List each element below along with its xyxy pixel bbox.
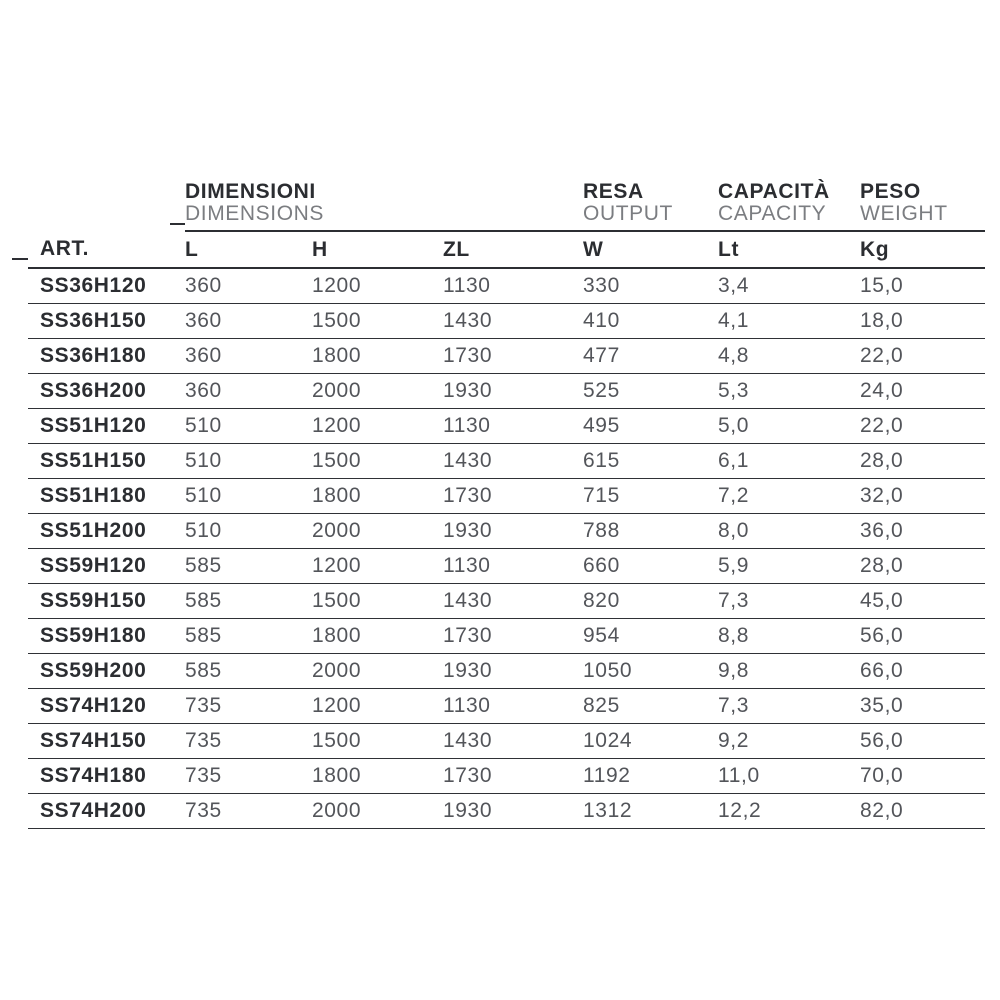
- value-cell: 360: [185, 374, 312, 409]
- table-row: [28, 444, 985, 479]
- table-row: [28, 619, 985, 654]
- value-cell: 82,0: [860, 794, 985, 829]
- value-cell: 1130: [443, 409, 583, 444]
- value-cell: 1800: [312, 759, 443, 794]
- value-cell: 1800: [312, 619, 443, 654]
- value-cell: 410: [583, 304, 718, 339]
- value-cell: 5,9: [718, 549, 860, 584]
- value-cell: 8,0: [718, 514, 860, 549]
- value-cell: 788: [583, 514, 718, 549]
- art-code-cell: SS74H180: [28, 759, 185, 794]
- value-cell: 1430: [443, 304, 583, 339]
- value-cell: 1500: [312, 584, 443, 619]
- value-cell: 45,0: [860, 584, 985, 619]
- table-row: [28, 794, 985, 829]
- value-cell: 735: [185, 689, 312, 724]
- value-cell: 2000: [312, 794, 443, 829]
- value-cell: 1930: [443, 514, 583, 549]
- value-cell: 2000: [312, 514, 443, 549]
- value-cell: 22,0: [860, 409, 985, 444]
- header-rule-extension: [12, 258, 28, 260]
- table-row: [28, 374, 985, 409]
- value-cell: 1730: [443, 479, 583, 514]
- value-cell: 1730: [443, 619, 583, 654]
- value-cell: 1930: [443, 374, 583, 409]
- value-cell: 585: [185, 584, 312, 619]
- group-title: CAPACITÀ: [718, 180, 830, 203]
- table-row: [28, 689, 985, 724]
- group-output: [583, 170, 718, 231]
- table-row: [28, 549, 985, 584]
- value-cell: 24,0: [860, 374, 985, 409]
- art-code-cell: SS59H180: [28, 619, 185, 654]
- value-cell: 585: [185, 619, 312, 654]
- art-code-cell: SS36H150: [28, 304, 185, 339]
- art-code-cell: SS51H200: [28, 514, 185, 549]
- value-cell: 825: [583, 689, 718, 724]
- art-code-cell: SS51H180: [28, 479, 185, 514]
- value-cell: 9,2: [718, 724, 860, 759]
- value-cell: 495: [583, 409, 718, 444]
- value-cell: 1500: [312, 444, 443, 479]
- value-cell: 525: [583, 374, 718, 409]
- value-cell: 4,1: [718, 304, 860, 339]
- value-cell: 1730: [443, 759, 583, 794]
- value-cell: 1130: [443, 689, 583, 724]
- group-subtitle: DIMENSIONS: [185, 202, 325, 225]
- col-header-zl: ZL: [443, 231, 583, 268]
- value-cell: 1200: [312, 689, 443, 724]
- value-cell: 1430: [443, 724, 583, 759]
- value-cell: 1730: [443, 339, 583, 374]
- value-cell: 32,0: [860, 479, 985, 514]
- value-cell: 11,0: [718, 759, 860, 794]
- col-header-h: H: [312, 231, 443, 268]
- value-cell: 1192: [583, 759, 718, 794]
- table-body: [28, 268, 985, 829]
- value-cell: 1312: [583, 794, 718, 829]
- value-cell: 12,2: [718, 794, 860, 829]
- value-cell: 1430: [443, 584, 583, 619]
- col-header-kg: Kg: [860, 231, 985, 268]
- col-header-lt: Lt: [718, 231, 860, 268]
- value-cell: 360: [185, 304, 312, 339]
- value-cell: 1500: [312, 304, 443, 339]
- value-cell: 5,3: [718, 374, 860, 409]
- art-code-cell: SS59H200: [28, 654, 185, 689]
- group-subtitle: WEIGHT: [860, 202, 948, 225]
- value-cell: 2000: [312, 654, 443, 689]
- col-header-w: W: [583, 231, 718, 268]
- col-header-l: L: [185, 231, 312, 268]
- value-cell: 360: [185, 268, 312, 304]
- art-code-cell: SS59H120: [28, 549, 185, 584]
- value-cell: 36,0: [860, 514, 985, 549]
- art-code-cell: SS36H200: [28, 374, 185, 409]
- group-header-row: [28, 170, 985, 231]
- art-code-cell: SS74H200: [28, 794, 185, 829]
- value-cell: 735: [185, 794, 312, 829]
- value-cell: 1200: [312, 549, 443, 584]
- value-cell: 70,0: [860, 759, 985, 794]
- group-capacity: [718, 170, 860, 231]
- value-cell: 510: [185, 409, 312, 444]
- value-cell: 954: [583, 619, 718, 654]
- group-weight: [860, 170, 985, 231]
- value-cell: 1050: [583, 654, 718, 689]
- group-spacer: [28, 170, 185, 231]
- value-cell: 1930: [443, 794, 583, 829]
- column-header-row: [28, 231, 985, 268]
- col-header-art: ART.: [28, 231, 185, 268]
- value-cell: 820: [583, 584, 718, 619]
- value-cell: 1800: [312, 339, 443, 374]
- table-row: [28, 304, 985, 339]
- value-cell: 22,0: [860, 339, 985, 374]
- value-cell: 4,8: [718, 339, 860, 374]
- spec-table: [28, 170, 985, 829]
- value-cell: 28,0: [860, 549, 985, 584]
- value-cell: 585: [185, 654, 312, 689]
- table-row: [28, 514, 985, 549]
- value-cell: 6,1: [718, 444, 860, 479]
- value-cell: 7,2: [718, 479, 860, 514]
- value-cell: 585: [185, 549, 312, 584]
- value-cell: 9,8: [718, 654, 860, 689]
- value-cell: 2000: [312, 374, 443, 409]
- value-cell: 1200: [312, 268, 443, 304]
- art-code-cell: SS74H150: [28, 724, 185, 759]
- value-cell: 360: [185, 339, 312, 374]
- value-cell: 715: [583, 479, 718, 514]
- table-row: [28, 339, 985, 374]
- value-cell: 1130: [443, 268, 583, 304]
- group-subtitle: CAPACITY: [718, 202, 827, 225]
- group-subtitle: OUTPUT: [583, 202, 673, 225]
- value-cell: 1930: [443, 654, 583, 689]
- table-row: [28, 584, 985, 619]
- value-cell: 1024: [583, 724, 718, 759]
- group-title: RESA: [583, 180, 644, 203]
- value-cell: 1500: [312, 724, 443, 759]
- value-cell: 15,0: [860, 268, 985, 304]
- art-code-cell: SS36H120: [28, 268, 185, 304]
- value-cell: 735: [185, 759, 312, 794]
- value-cell: 1430: [443, 444, 583, 479]
- product-spec-table: [28, 170, 985, 829]
- table-row: [28, 479, 985, 514]
- group-title: PESO: [860, 180, 921, 203]
- value-cell: 56,0: [860, 619, 985, 654]
- value-cell: 18,0: [860, 304, 985, 339]
- art-code-cell: SS51H120: [28, 409, 185, 444]
- table-row: [28, 654, 985, 689]
- value-cell: 330: [583, 268, 718, 304]
- value-cell: 1200: [312, 409, 443, 444]
- group-dimensions: [185, 170, 583, 231]
- value-cell: 66,0: [860, 654, 985, 689]
- art-code-cell: SS59H150: [28, 584, 185, 619]
- table-row: [28, 409, 985, 444]
- value-cell: 1130: [443, 549, 583, 584]
- value-cell: 7,3: [718, 689, 860, 724]
- value-cell: 8,8: [718, 619, 860, 654]
- table-row: [28, 759, 985, 794]
- art-code-cell: SS74H120: [28, 689, 185, 724]
- art-code-cell: SS51H150: [28, 444, 185, 479]
- value-cell: 510: [185, 479, 312, 514]
- value-cell: 3,4: [718, 268, 860, 304]
- value-cell: 1800: [312, 479, 443, 514]
- value-cell: 477: [583, 339, 718, 374]
- art-code-cell: SS36H180: [28, 339, 185, 374]
- value-cell: 615: [583, 444, 718, 479]
- value-cell: 35,0: [860, 689, 985, 724]
- value-cell: 735: [185, 724, 312, 759]
- group-rule-extension: [170, 223, 185, 225]
- table-row: [28, 268, 985, 304]
- value-cell: 7,3: [718, 584, 860, 619]
- value-cell: 56,0: [860, 724, 985, 759]
- value-cell: 28,0: [860, 444, 985, 479]
- value-cell: 660: [583, 549, 718, 584]
- group-title: DIMENSIONI: [185, 180, 316, 203]
- table-row: [28, 724, 985, 759]
- value-cell: 510: [185, 514, 312, 549]
- value-cell: 510: [185, 444, 312, 479]
- value-cell: 5,0: [718, 409, 860, 444]
